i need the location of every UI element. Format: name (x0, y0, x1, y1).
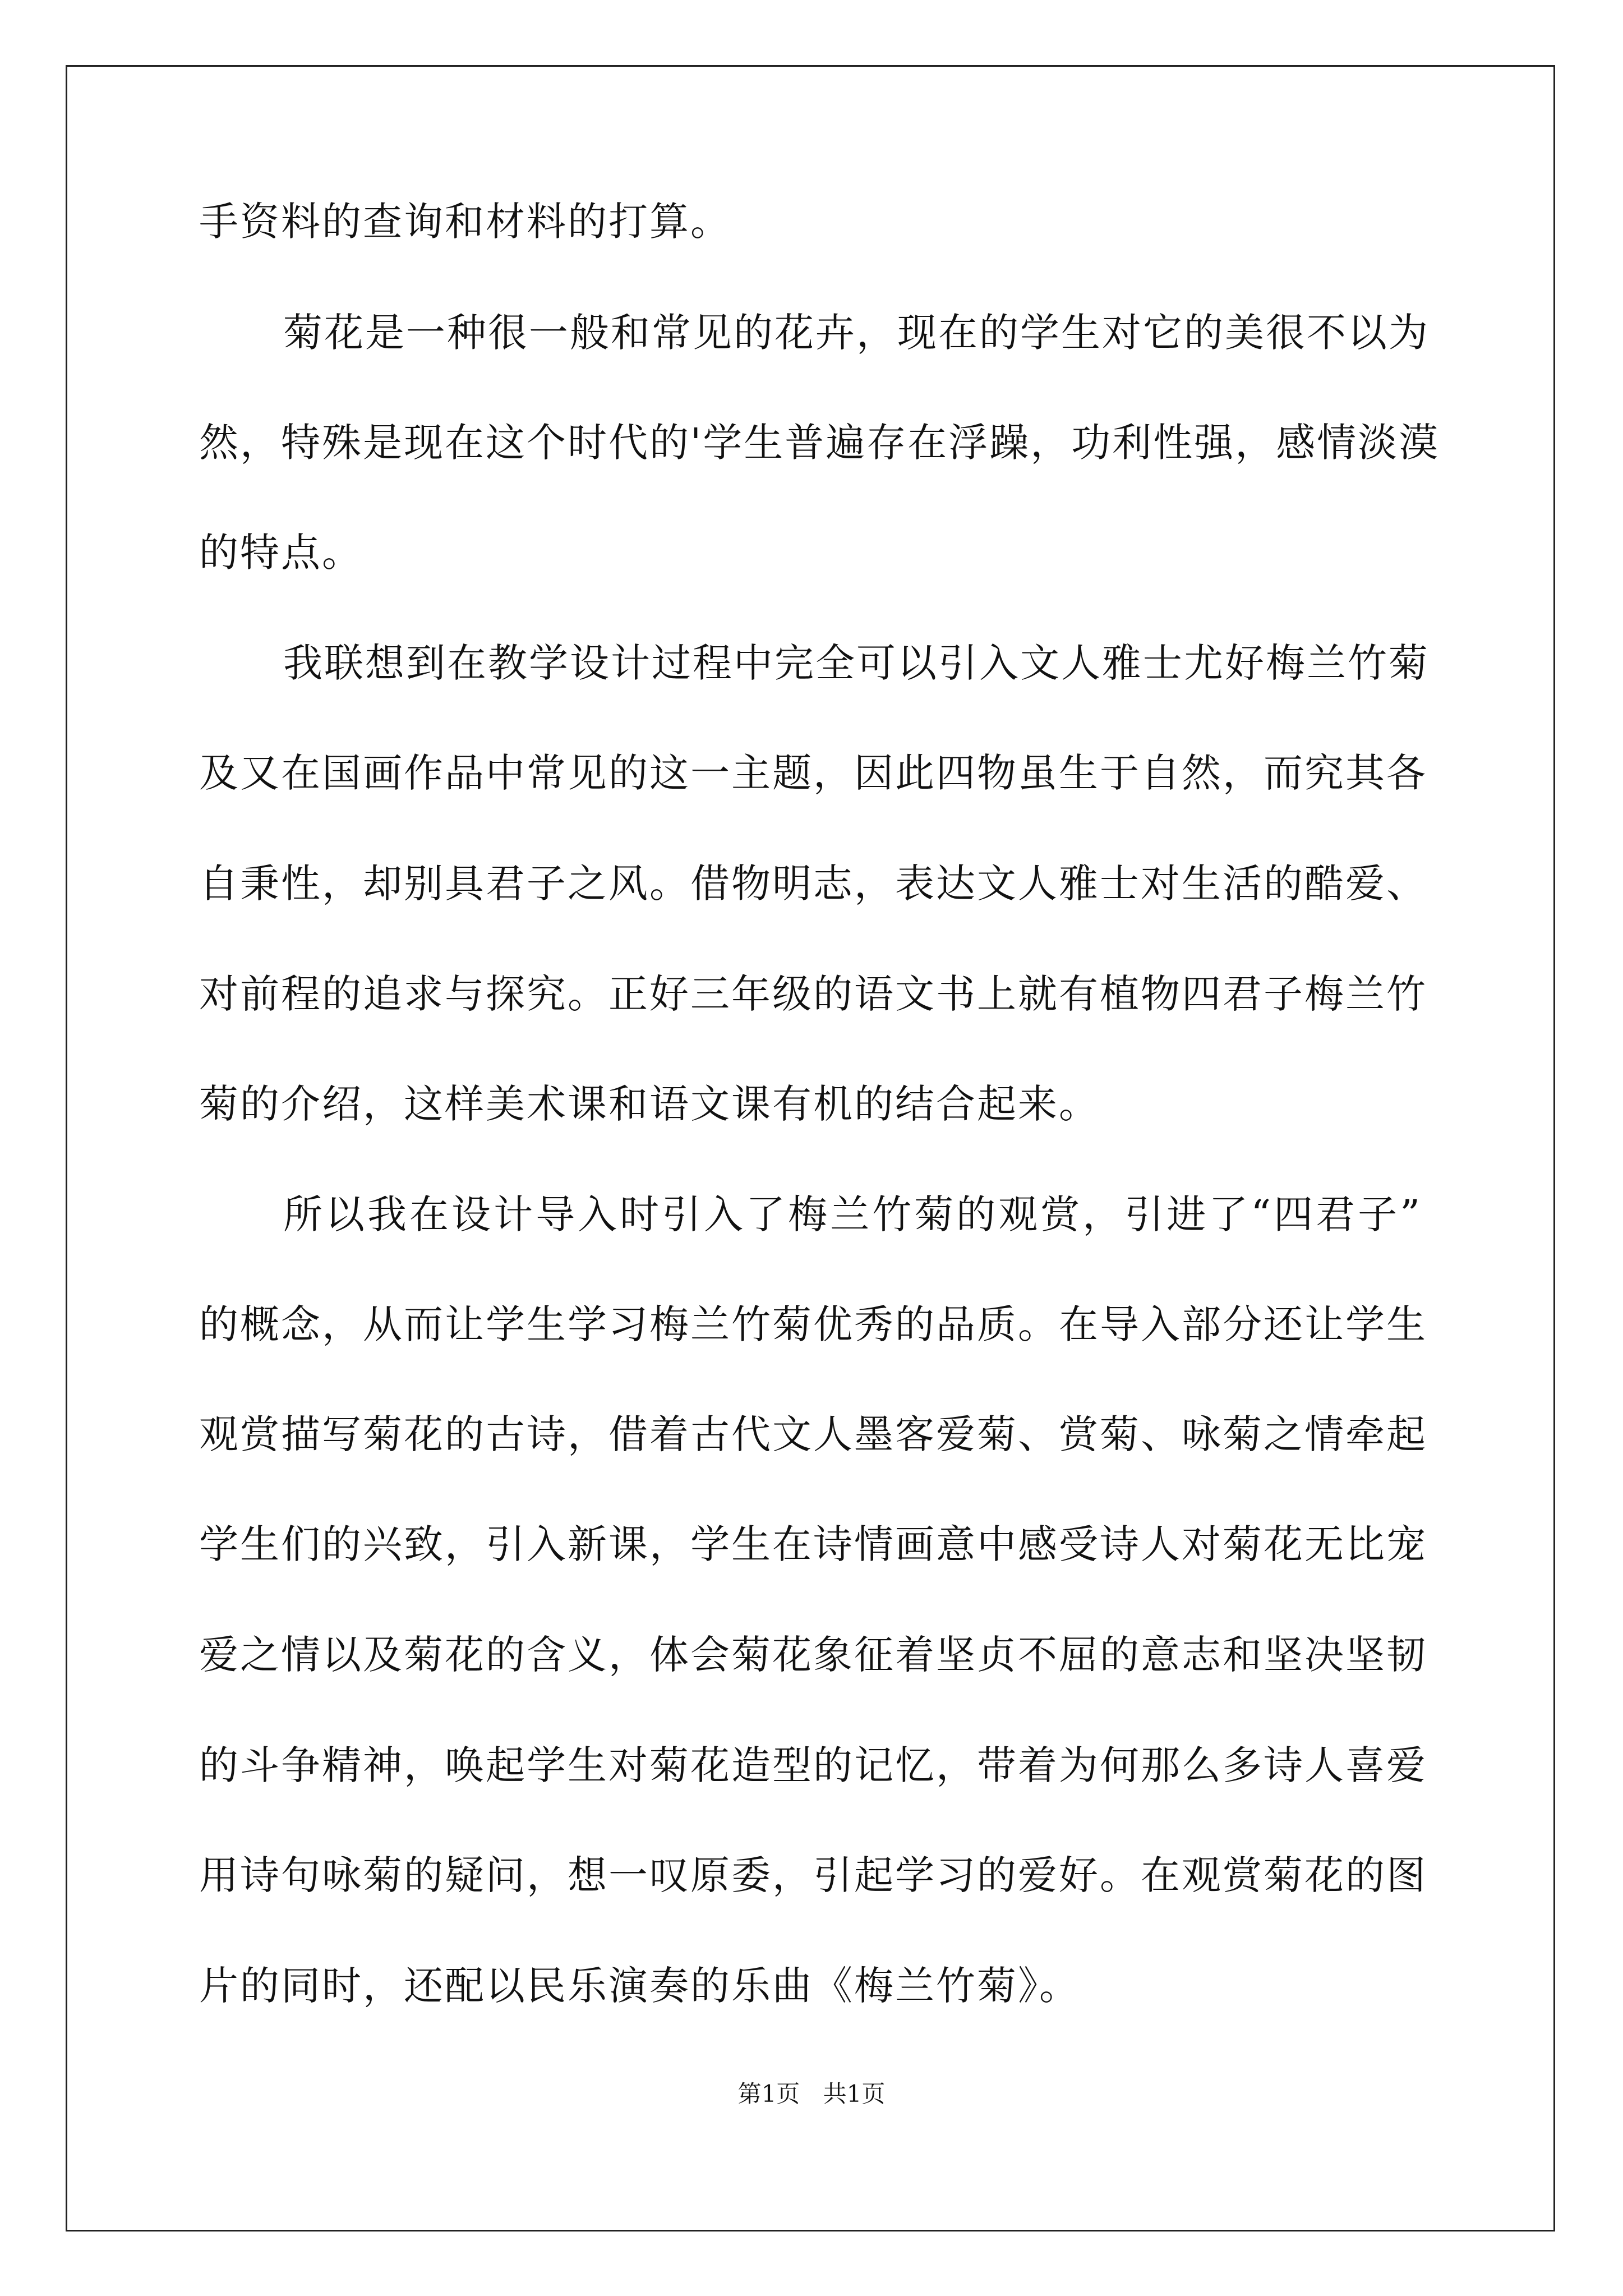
text-line: 自秉性，却别具君子之风。借物明志，表达文人雅士对生活的酷爱、 (199, 861, 1427, 907)
paragraph-start-line: 菊花是一种很一般和常见的花卉，现在的学生对它的美很不以为 (283, 310, 1430, 356)
page-number: 第1页 (737, 2080, 800, 2108)
text-line: 手资料的查询和材料的打算。 (199, 199, 731, 245)
text-line: 学生们的兴致，引入新课，学生在诗情画意中感受诗人对菊花无比宠 (199, 1521, 1427, 1567)
text-line: 的特点。 (199, 530, 363, 576)
text-line: 的概念，从而让学生学习梅兰竹菊优秀的品质。在导入部分还让学生 (199, 1301, 1427, 1347)
text-line: 观赏描写菊花的古诗，借着古代文人墨客爱菊、赏菊、咏菊之情牵起 (199, 1411, 1427, 1457)
text-line: 爱之情以及菊花的含义，体会菊花象征着坚贞不屈的意志和坚决坚韧 (199, 1632, 1427, 1678)
page-total: 共1页 (823, 2080, 886, 2108)
text-line: 然，特殊是现在这个时代的'学生普遍存在浮躁，功利性强，感情淡漠 (199, 420, 1440, 466)
text-line: 用诗句咏菊的疑问，想一叹原委，引起学习的爱好。在观赏菊花的图 (199, 1852, 1427, 1898)
text-line: 及又在国画作品中常见的这一主题，因此四物虽生于自然，而究其各 (199, 750, 1427, 796)
text-line: 对前程的追求与探究。正好三年级的语文书上就有植物四君子梅兰竹 (199, 971, 1427, 1017)
text-line: 片的同时，还配以民乐演奏的乐曲《梅兰竹菊》。 (199, 1963, 1080, 2009)
text-line: 的斗争精神，唤起学生对菊花造型的记忆，带着为何那么多诗人喜爱 (199, 1742, 1427, 1788)
paragraph-start-line: 所以我在设计导入时引入了梅兰竹菊的观赏，引进了“四君子” (283, 1191, 1422, 1237)
page-footer (0, 2077, 1623, 2111)
paragraph-start-line: 我联想到在教学设计过程中完全可以引入文人雅士尤好梅兰竹菊 (283, 640, 1430, 686)
page-border (66, 65, 1555, 2231)
text-line: 菊的介绍，这样美术课和语文课有机的结合起来。 (199, 1081, 1100, 1127)
